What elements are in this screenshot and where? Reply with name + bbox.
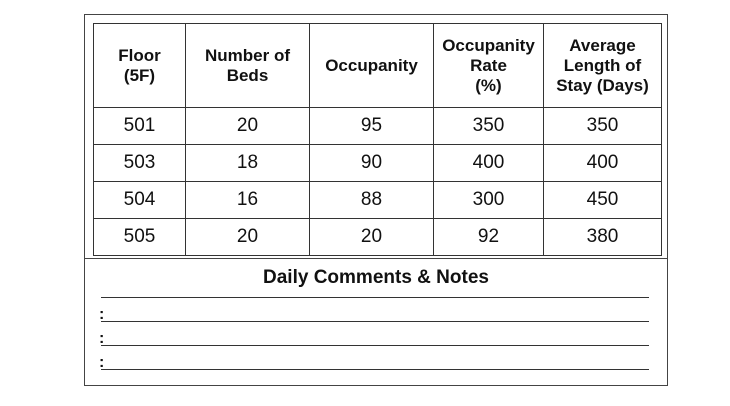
cell-floor: 501 bbox=[94, 108, 186, 145]
notes-title: Daily Comments & Notes bbox=[263, 267, 489, 288]
cell-beds: 20 bbox=[186, 219, 310, 256]
census-sheet bbox=[84, 14, 668, 386]
cell-average-stay: 350 bbox=[544, 108, 662, 145]
cell-occupancy: 95 bbox=[310, 108, 434, 145]
cell-average-stay: 380 bbox=[544, 219, 662, 256]
cell-beds: 16 bbox=[186, 182, 310, 219]
table-row bbox=[94, 182, 662, 219]
header-stay-line-2: Length of bbox=[563, 55, 642, 75]
header-floor-line-2: (5F) bbox=[123, 65, 156, 85]
table-row bbox=[94, 145, 662, 182]
header-number-of-beds bbox=[186, 24, 310, 108]
header-rate-line-2: Rate bbox=[470, 55, 507, 75]
census-table bbox=[93, 23, 662, 256]
note-marker: : bbox=[99, 354, 105, 371]
header-occupancy-line-1: Occupanity bbox=[325, 55, 418, 75]
header-floor bbox=[94, 24, 186, 108]
cell-floor: 504 bbox=[94, 182, 186, 219]
header-beds-line-1: Number of bbox=[205, 45, 290, 65]
note-line[interactable] bbox=[101, 297, 649, 298]
cell-occupancy: 88 bbox=[310, 182, 434, 219]
cell-occupancy: 90 bbox=[310, 145, 434, 182]
header-stay-line-3: Stay (Days) bbox=[556, 75, 649, 95]
header-rate-line-3: (%) bbox=[475, 75, 502, 95]
section-divider bbox=[85, 258, 667, 259]
cell-occupancy-rate: 400 bbox=[434, 145, 544, 182]
cell-occupancy-rate: 300 bbox=[434, 182, 544, 219]
header-occupancy-rate bbox=[434, 24, 544, 108]
table-row bbox=[94, 108, 662, 145]
note-marker: : bbox=[99, 330, 105, 347]
header-row bbox=[94, 24, 662, 108]
note-line[interactable] bbox=[101, 321, 649, 322]
table-row bbox=[94, 219, 662, 256]
cell-beds: 20 bbox=[186, 108, 310, 145]
cell-occupancy: 20 bbox=[310, 219, 434, 256]
note-marker: : bbox=[99, 306, 105, 323]
header-stay-line-1: Average bbox=[569, 35, 636, 55]
header-occupancy bbox=[310, 24, 434, 108]
header-rate-line-1: Occupanity bbox=[442, 35, 535, 55]
cell-average-stay: 400 bbox=[544, 145, 662, 182]
cell-beds: 18 bbox=[186, 145, 310, 182]
header-beds-line-2: Beds bbox=[226, 65, 269, 85]
header-average-length-of-stay bbox=[544, 24, 662, 108]
cell-floor: 503 bbox=[94, 145, 186, 182]
cell-occupancy-rate: 92 bbox=[434, 219, 544, 256]
header-floor-line-1: Floor bbox=[118, 45, 161, 65]
note-line[interactable] bbox=[101, 345, 649, 346]
note-line[interactable] bbox=[101, 369, 649, 370]
cell-floor: 505 bbox=[94, 219, 186, 256]
cell-average-stay: 450 bbox=[544, 182, 662, 219]
cell-occupancy-rate: 350 bbox=[434, 108, 544, 145]
